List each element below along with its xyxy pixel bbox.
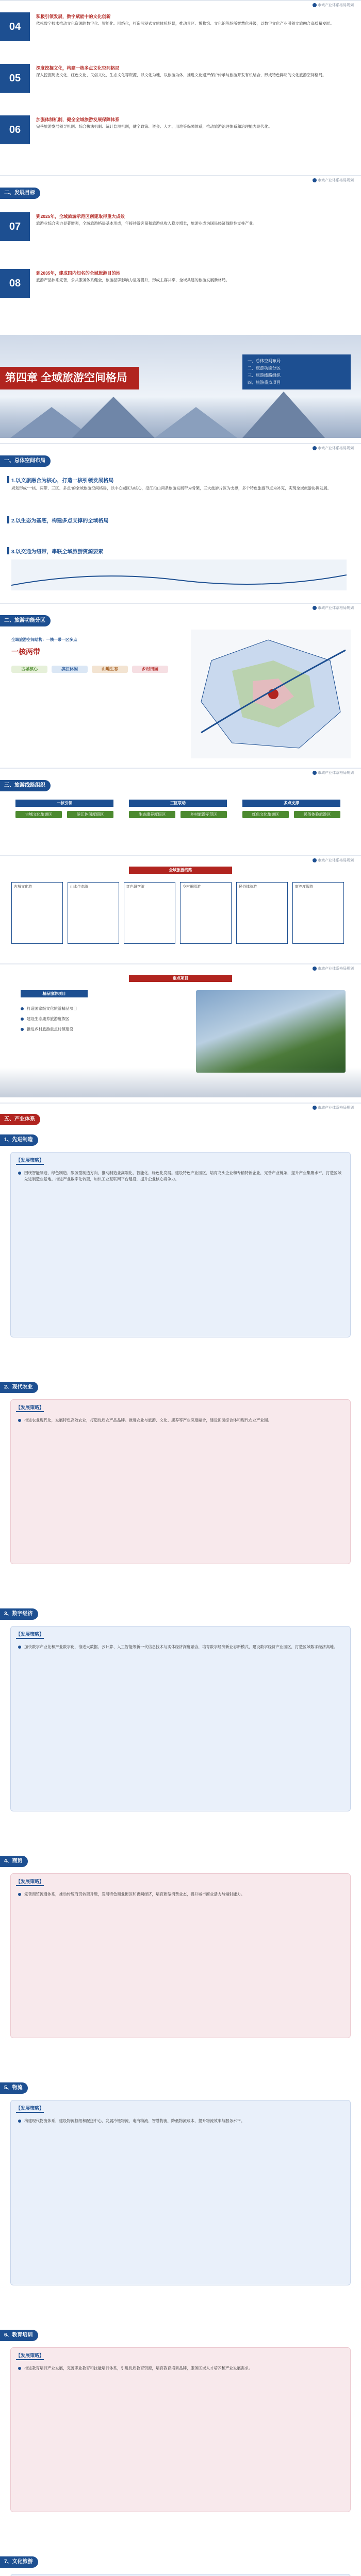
item-text: 深入挖掘历史文化、红色文化、民俗文化、生态文化等资源，以文化为魂，以旅游为体，推进文化遗产保护传承与旅游开发有机结合，形成特色鲜明的文化旅游空间格局。 — [36, 73, 326, 77]
page-section-spatial — [0, 443, 361, 598]
item-number: 04 — [0, 12, 30, 41]
subheading: 2.以生态为基底，构建多点支撑的全域格局 — [11, 518, 109, 524]
zone-chip: 乡村田园 — [132, 666, 168, 673]
section-heading: 三、旅游线路组织 — [0, 780, 51, 791]
strategy-card — [10, 1399, 351, 1564]
paragraph: 规划形成“一核、两带、三区、多点”的全域旅游空间格局，以中心城区为核心，沿江沿山两条旅游发展带为骨架，三大旅游片区为支撑，多个特色旅游节点为补充，实现全域旅游协调发展。 — [11, 486, 331, 490]
card-text: 推进农业现代化，发展特色高效农业，打造优质农产品品牌。推进农业与旅游、文化、康养等产业深度融合，建设田园综合体和现代农业产业园。 — [18, 1417, 343, 1423]
mountain-fog — [0, 1067, 361, 1097]
card-tag: 【发展策略】 — [16, 2352, 44, 2360]
subheading: 1.以文旅融合为核心，打造一核引领发展格局 — [11, 478, 114, 484]
zone-note: 一核两带 — [11, 648, 40, 656]
chapter-title: 第四章 全域旅游空间格局 — [0, 367, 139, 389]
logo-icon — [313, 967, 317, 971]
card-tag: 【发展策略】 — [16, 1404, 44, 1412]
mountain-shape — [155, 407, 237, 438]
zone-chip: 山地生态 — [92, 666, 128, 673]
heading-marker — [7, 516, 9, 523]
page-section-projects — [0, 768, 361, 850]
key-point: 建设生态康养旅游度假区 — [21, 1016, 175, 1022]
heading-marker — [7, 547, 9, 554]
item-number: 08 — [0, 269, 30, 298]
page-header: 市域产业体系格局规划 — [313, 605, 354, 611]
route-item: 乡村田园游 — [180, 882, 232, 944]
chapter-banner — [0, 335, 361, 438]
zone-intro: 全域旅游空间结构：一核一带一区多点 — [11, 637, 77, 642]
group-header: 三区联动 — [129, 800, 227, 807]
page-section-2 — [0, 175, 361, 330]
card-tag: 【发展策略】 — [16, 1878, 44, 1886]
page-section-1 — [0, 0, 361, 170]
page-header: 市域产业体系格局规划 — [313, 1105, 354, 1110]
card-tag: 【发展策略】 — [16, 2105, 44, 2113]
item-title: 加强体制机制，健全全域旅游发展保障体系 — [36, 117, 120, 122]
zone-chip: 滨江休闲 — [52, 666, 88, 673]
logo-icon — [313, 3, 317, 7]
item-number: 05 — [0, 64, 30, 93]
item-text: 依托数字技术推动文化资源的数字化、智能化、网络化，打造沉浸式文旅体验场景，推动景区、博物馆、文化馆等场所智慧化升级，以数字文化产业引领文旅融合高质量发展。 — [36, 21, 334, 26]
key-point: 推进乡村旅游重点村镇建设 — [21, 1026, 175, 1032]
key-header: 重点项目 — [129, 975, 232, 982]
route-item: 康养度假游 — [292, 882, 344, 944]
page-header: 市域产业体系格局规划 — [313, 3, 354, 8]
item-title: 到2035年，建成国内知名的全域旅游目的地 — [36, 270, 121, 276]
card-text: 构建现代物流体系，建设物流枢纽和配送中心，发展冷链物流、电商物流、智慧物流，降低物流成本，提升物流效率与服务水平。 — [18, 2118, 343, 2124]
page-section-zones — [0, 603, 361, 762]
item-title: 深度挖掘文化，构建一核多点文化空间格局 — [36, 65, 120, 71]
card-text: 加快数字产业化和产业数字化，推进大数据、云计算、人工智能等新一代信息技术与实体经济深度融合，培育数字经济新业态新模式，建设数字经济产业园区，打造区域数字经济高地。 — [18, 1644, 343, 1650]
item-title: 到2025年，全域旅游示范区创建取得重大成效 — [36, 214, 125, 219]
strategy-card — [10, 2347, 351, 2512]
item-text: 旅游业综合实力显著增强，全域旅游格局基本形成，年接待游客量和旅游总收入稳步增长，旅游业成为国民经济战略性支柱产业。 — [36, 221, 257, 226]
page-section-industry — [0, 1103, 361, 2576]
subsection-heading: 2、现代农业 — [0, 1382, 38, 1393]
heading-marker — [7, 476, 9, 483]
project-chip: 民俗体验旅游区 — [294, 811, 340, 818]
card-text: 推进教育培训产业发展，完善职业教育和技能培训体系，引进优质教育资源，培育教育培训品牌，服务区域人才培养和产业发展需求。 — [18, 2365, 343, 2371]
page-header: 市域产业体系格局规划 — [313, 446, 354, 451]
section-heading: 一、总体空间布局 — [0, 455, 51, 467]
subsection-heading: 3、数字经济 — [0, 1608, 38, 1620]
section-heading: 二、发展目标 — [0, 188, 40, 199]
route-item: 山水生态游 — [68, 882, 119, 944]
logo-icon — [313, 858, 317, 862]
toc-item[interactable]: 二、旅游功能分区 — [248, 366, 281, 370]
chapter-toc — [242, 354, 351, 389]
route-item: 古城文化游 — [11, 882, 63, 944]
item-text: 旅游产品体系完善，公共服务体系健全，旅游品牌影响力显著提升，形成主客共享、全域共建的旅游发展新格局。 — [36, 278, 229, 282]
subsection-heading: 7、文化旅游 — [0, 2556, 38, 2568]
item-number: 06 — [0, 115, 30, 144]
card-tag: 【发展策略】 — [16, 1157, 44, 1165]
card-text: 完善商贸流通体系，推动传统商贸转型升级，发展特色商业街区和夜间经济，培育新型消费业态，提升城市商业活力与辐射能力。 — [18, 1891, 343, 1897]
zone-chip: 古城核心 — [11, 666, 47, 673]
strategy-card — [10, 1626, 351, 1811]
page-section-routes — [0, 855, 361, 958]
subsection-heading: 6、教育培训 — [0, 2330, 38, 2341]
zone-map — [191, 630, 351, 758]
logo-icon — [313, 1106, 317, 1110]
toc-item[interactable]: 一、总体空间布局 — [248, 359, 281, 363]
item-title: 积极引领发展，数字赋能中的文化创新 — [36, 14, 111, 19]
strategy-card — [10, 2100, 351, 2285]
card-tag: 【发展策略】 — [16, 1631, 44, 1639]
subheading: 3.以交通为纽带，串联全域旅游资源要素 — [11, 549, 104, 555]
project-chip: 生态康养度假区 — [129, 811, 175, 818]
card-text: 围绕智能制造、绿色制造、服务型制造方向，推动制造业高端化、智能化、绿色化发展。建设特色产业园区，培育龙头企业和专精特新企业，完善产业链条，提升产业集聚水平，打造区域先进制造业基地。推进产业数字化转型，加快工业互联网平台建设，提升企业核心竞争力。 — [18, 1170, 343, 1182]
toc-item[interactable]: 三、旅游线路组织 — [248, 373, 281, 378]
page-section-key — [0, 963, 361, 1097]
page-header: 市域产业体系格局规划 — [313, 178, 354, 183]
strategy-card — [10, 1152, 351, 1337]
logo-icon — [313, 771, 317, 775]
strategy-card — [10, 1873, 351, 2038]
strategy-card — [10, 2574, 351, 2576]
scenic-photo — [196, 990, 346, 1073]
mountain-shape — [242, 392, 325, 438]
group-header: 多点支撑 — [242, 800, 340, 807]
key-point: 打造国家级文化旅游精品项目 — [21, 1006, 175, 1012]
logo-icon — [313, 178, 317, 182]
route-header: 全域旅游线路 — [129, 867, 232, 874]
subsection-heading: 5、物流 — [0, 2082, 28, 2094]
subsection-heading: 1、先进制造 — [0, 1134, 38, 1146]
project-chip: 古城文化旅游区 — [15, 811, 62, 818]
key-note: 精品旅游项目 — [21, 990, 88, 997]
item-number: 07 — [0, 212, 30, 241]
project-chip: 乡村旅游示范区 — [180, 811, 227, 818]
page-header: 市域产业体系格局规划 — [313, 770, 354, 775]
toc-item[interactable]: 四、旅游重点项目 — [248, 380, 281, 385]
logo-icon — [313, 446, 317, 450]
mountain-shape — [72, 397, 155, 438]
page-header: 市域产业体系格局规划 — [313, 858, 354, 863]
item-text: 完善旅游发展领导机制、综合执法机制、统计监测机制，健全政策、资金、人才、用地等保障体系，推动旅游治理体系和治理能力现代化。 — [36, 124, 272, 129]
page-header: 市域产业体系格局规划 — [313, 966, 354, 971]
section-heading: 二、旅游功能分区 — [0, 615, 51, 626]
spatial-illustration — [11, 560, 347, 590]
group-header: 一核引领 — [15, 800, 113, 807]
project-chip: 滨江休闲度假区 — [67, 811, 113, 818]
project-chip: 红色文化旅游区 — [242, 811, 289, 818]
route-item: 民俗体验游 — [236, 882, 288, 944]
route-item: 红色研学游 — [124, 882, 175, 944]
logo-icon — [313, 606, 317, 610]
subsection-heading: 4、商贸 — [0, 1856, 28, 1867]
section-heading: 五、产业体系 — [0, 1114, 40, 1125]
